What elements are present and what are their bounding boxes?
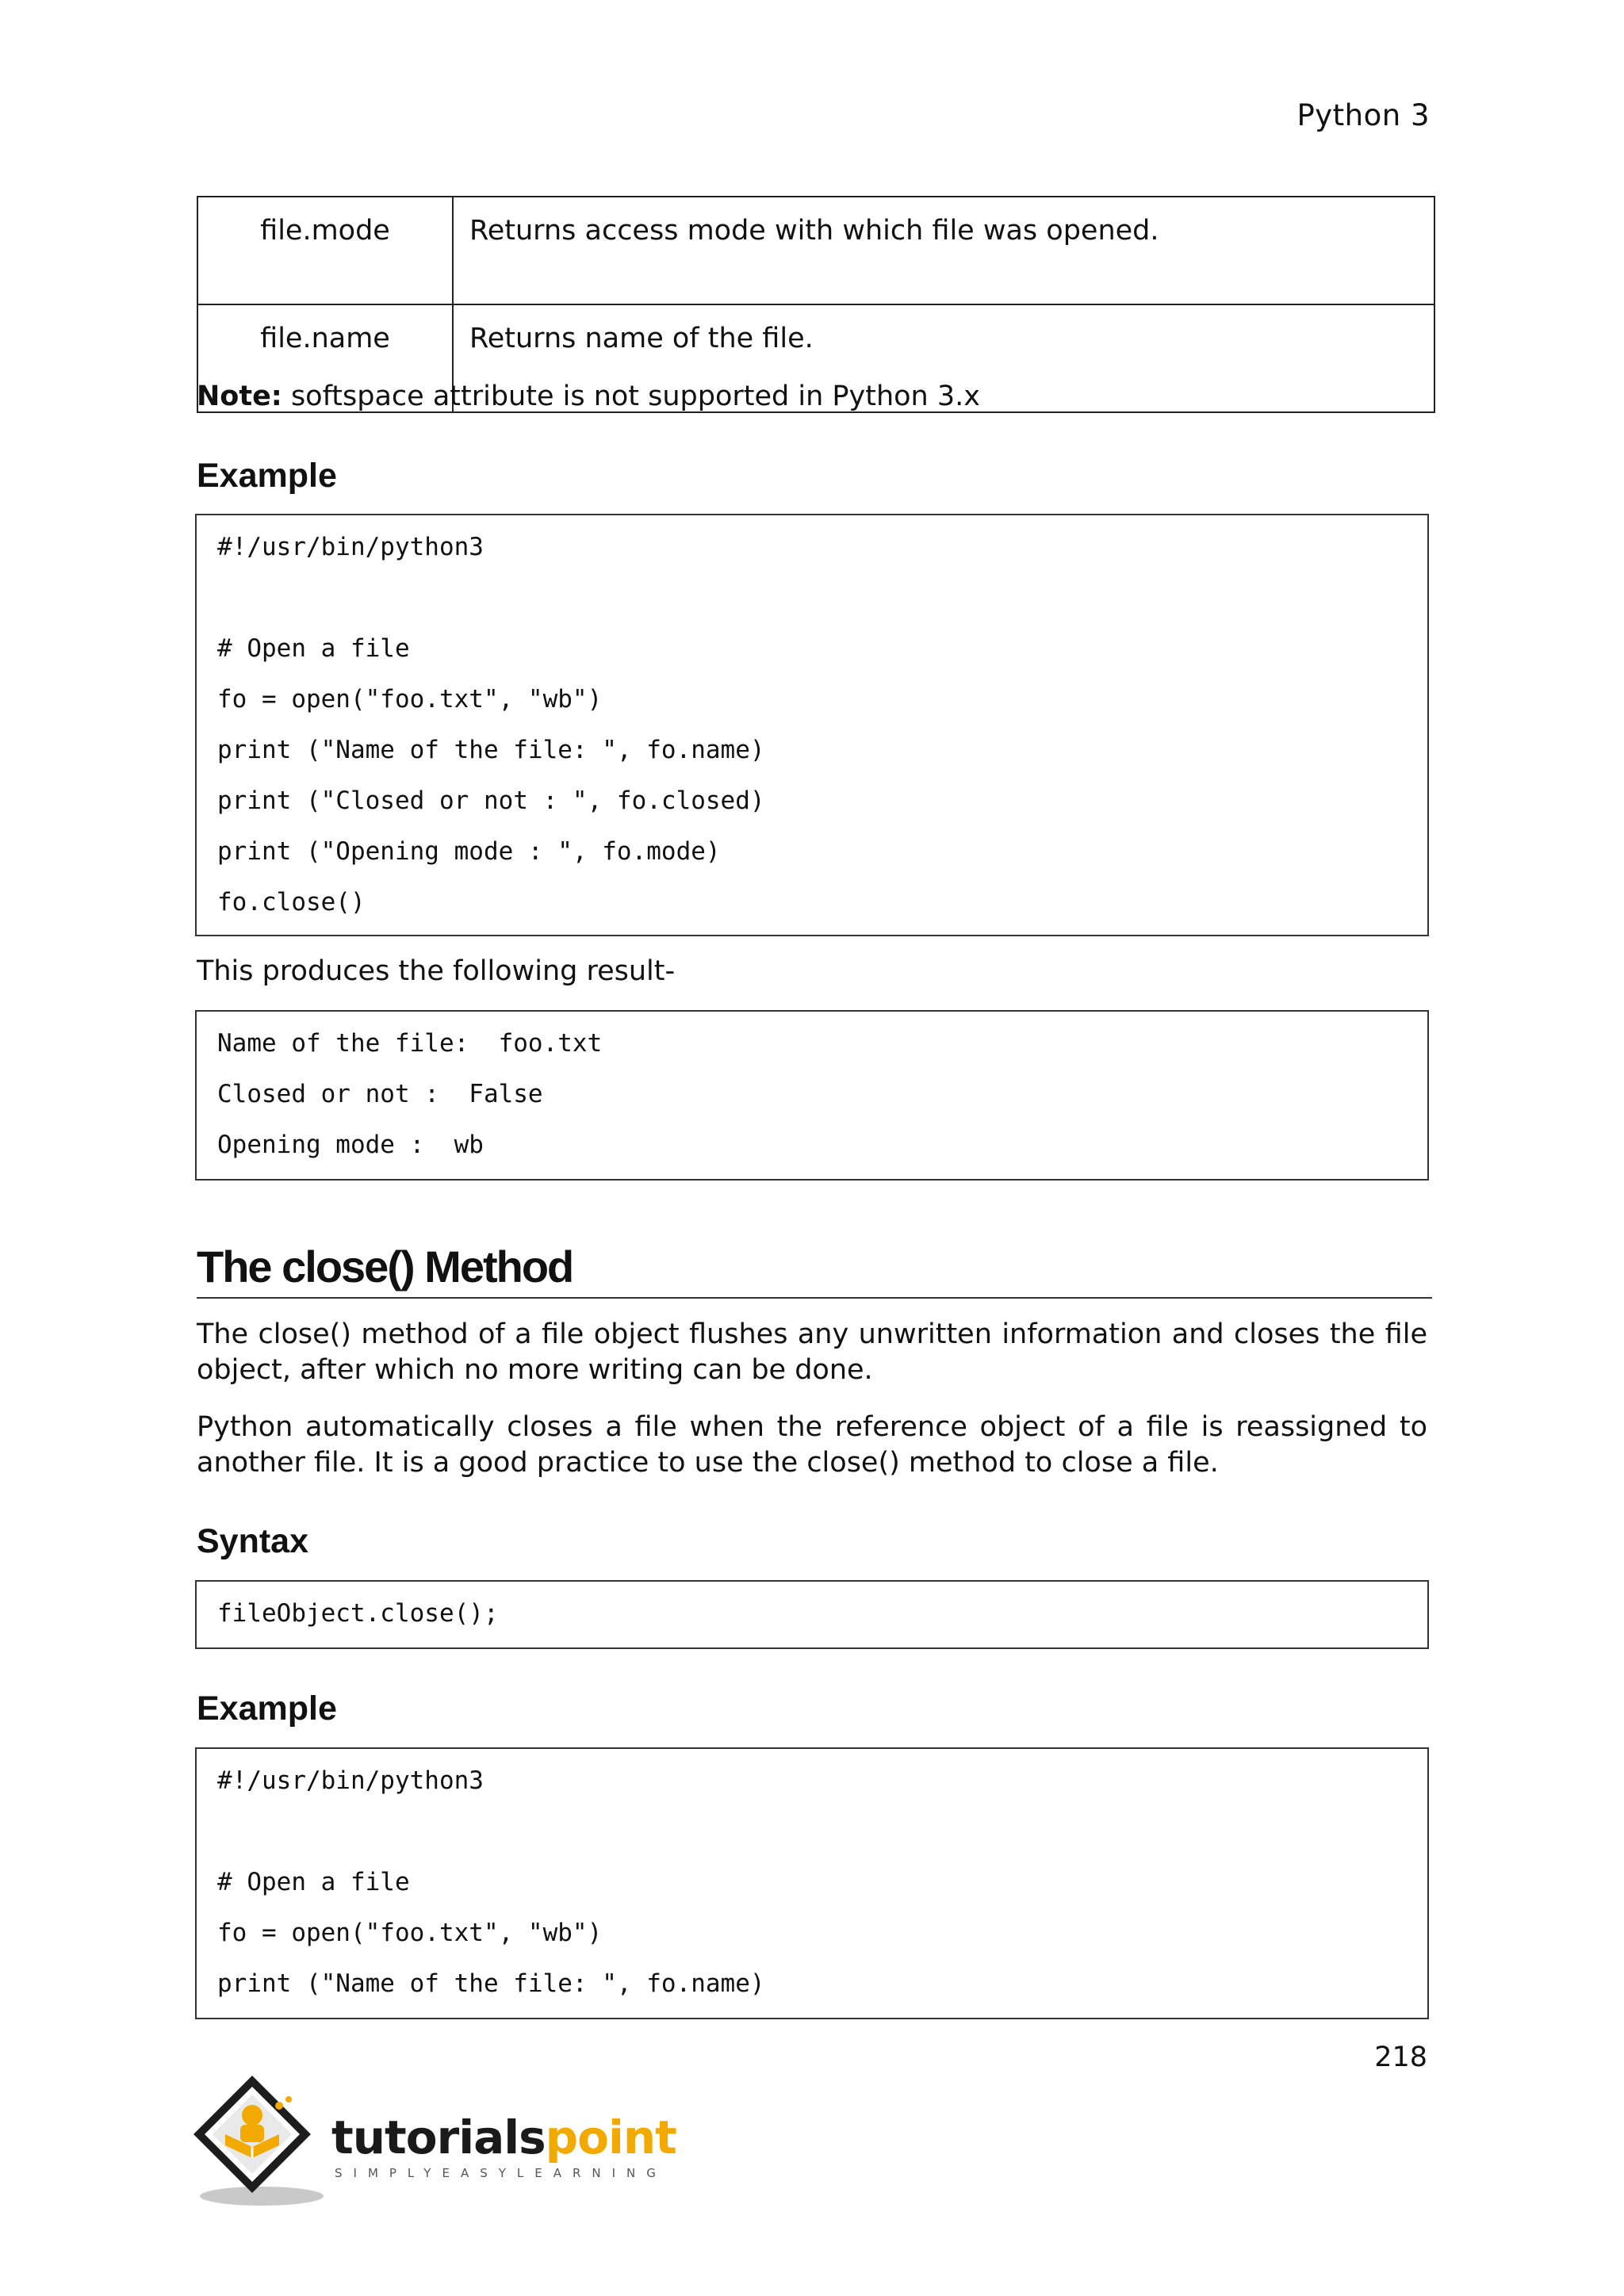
code-line: fo.close()	[217, 888, 366, 916]
code-line: fo = open("foo.txt", "wb")	[217, 1919, 603, 1947]
output-line: Name of the file: foo.txt	[217, 1029, 603, 1058]
logo-tagline: SIMPLYEASYLEARNING	[335, 2166, 667, 2180]
code-line: print ("Name of the file: ", fo.name)	[217, 1969, 765, 1998]
section-title: The close() Method	[197, 1241, 1432, 1299]
logo-wordmark	[331, 2110, 676, 2164]
example-code-block	[195, 1747, 1429, 2019]
code-line: fileObject.close();	[217, 1599, 499, 1628]
result-intro: This produces the following result-	[197, 955, 676, 987]
syntax-code-block	[195, 1580, 1429, 1649]
table-row	[197, 197, 1434, 304]
tutorialspoint-logo	[190, 2069, 676, 2212]
syntax-heading: Syntax	[197, 1522, 309, 1560]
note	[197, 381, 980, 412]
code-line: #!/usr/bin/python3	[217, 533, 484, 561]
example-heading: Example	[197, 1689, 337, 1728]
page-number: 218	[1374, 2042, 1427, 2073]
output-line: Closed or not : False	[217, 1080, 543, 1108]
note-text: softspace attribute is not supported in Python 3.x	[282, 381, 980, 412]
logo-word-tutorials: tutorials	[331, 2110, 546, 2164]
attribute-cell: file.name	[197, 304, 453, 412]
example-heading: Example	[197, 457, 337, 495]
output-line: Opening mode : wb	[217, 1131, 484, 1159]
code-line: print ("Closed or not : ", fo.closed)	[217, 786, 765, 815]
description-cell: Returns access mode with which file was opened.	[453, 197, 1434, 304]
result-output-block	[195, 1010, 1429, 1181]
note-label: Note:	[197, 381, 282, 412]
attribute-cell: file.mode	[197, 197, 453, 304]
running-header: Python 3	[1297, 98, 1430, 132]
paragraph: Python automatically closes a file when the reference object of a file is reassigned to another file. It is a good practice to use the close() method to close a file.	[197, 1411, 1427, 1479]
code-line: fo = open("foo.txt", "wb")	[217, 685, 603, 714]
code-line: # Open a file	[217, 1868, 410, 1896]
code-line: print ("Name of the file: ", fo.name)	[217, 736, 765, 764]
example-code-block	[195, 514, 1429, 936]
code-line: # Open a file	[217, 634, 410, 663]
description-cell: Returns name of the file.	[453, 304, 1434, 412]
diamond-logo-icon	[190, 2069, 333, 2212]
code-line: #!/usr/bin/python3	[217, 1766, 484, 1795]
paragraph: The close() method of a file object flushes any unwritten information and closes the file object, after which no more writing can be done.	[197, 1318, 1427, 1386]
code-line: print ("Opening mode : ", fo.mode)	[217, 837, 721, 866]
logo-word-point: point	[545, 2110, 676, 2164]
